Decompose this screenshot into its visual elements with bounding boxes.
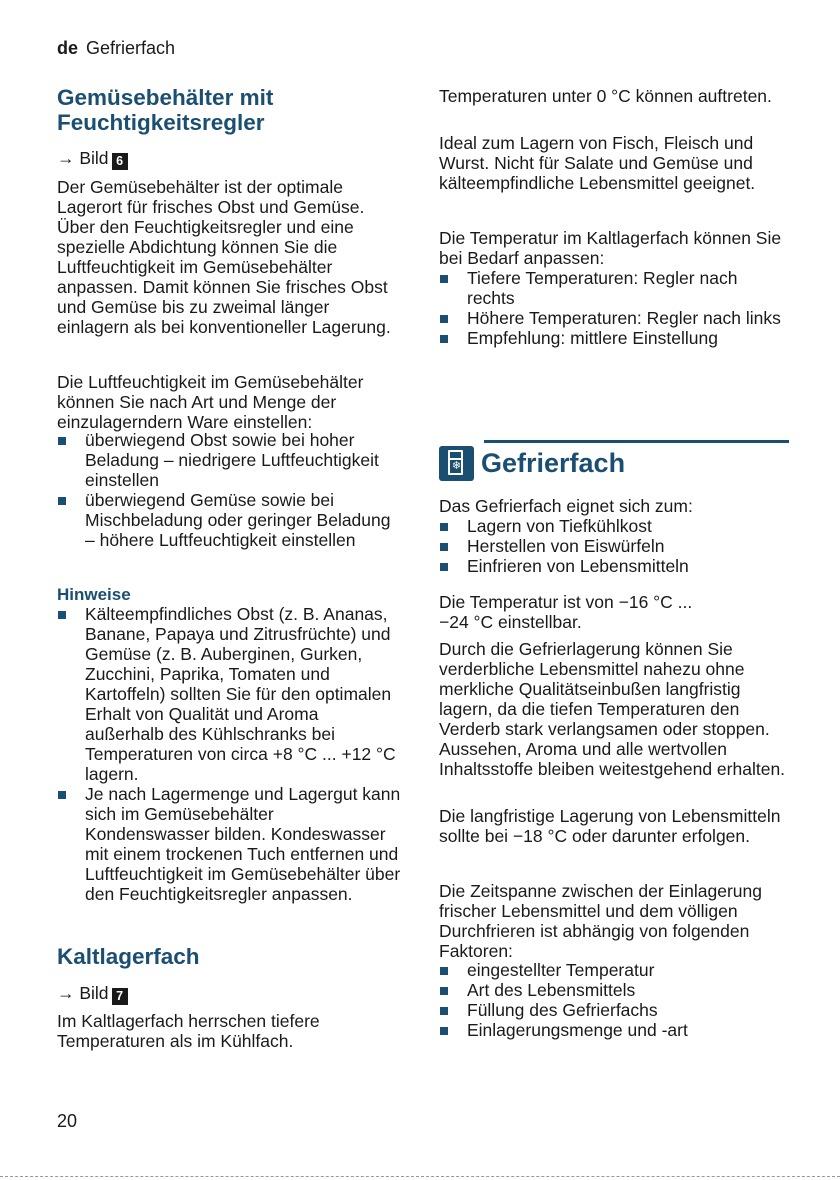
language-code: de bbox=[57, 38, 79, 58]
bullet-square bbox=[440, 563, 448, 571]
list-item: eingestellter Temperatur bbox=[439, 960, 789, 980]
humidity-paragraph: Die Luftfeuchtigkeit im Gemüsebehälter können Sie nach Art und Menge der einzulagerndern Ware einstellen: bbox=[57, 372, 364, 432]
freezer-intro-paragraph: Das Gefrierfach eignet sich zum: bbox=[439, 496, 693, 516]
freezer-compartment-icon: ❄ bbox=[439, 446, 474, 481]
list-item: Lagern von Tiefkühlkost bbox=[439, 516, 789, 536]
vegetable-container-section bbox=[57, 85, 402, 135]
freezer-longterm-paragraph: Die langfristige Lagerung von Lebensmitteln sollte bei −18 °C oder darunter erfolgen. bbox=[439, 806, 781, 846]
list-item: Art des Lebensmittels bbox=[439, 980, 789, 1000]
bullet-square bbox=[440, 523, 448, 531]
page-bottom-divider bbox=[0, 1176, 840, 1177]
page-number: 20 bbox=[57, 1111, 78, 1131]
freezer-temperature-paragraph: Die Temperatur ist von −16 °C ... −24 °C einstellbar. bbox=[439, 592, 693, 632]
header-section-title: Gefrierfach bbox=[86, 38, 176, 58]
cold-storage-usage-paragraph: Ideal zum Lagern von Fisch, Fleisch und Wurst. Nicht für Salate und Gemüse und kälteempfindliche Lebensmittel geeignet. bbox=[439, 133, 756, 193]
bullet-square bbox=[440, 967, 448, 975]
list-item: Kälteempfindliches Obst (z. B. Ananas, Banane, Papaya und Zitrusfrüchte) und Gemüse (z. B. Auberginen, Gurken, Zucchini, Paprika, Tomaten und Kartoffeln) sollten Sie für den optimalen Erhalt von Qualität und Aroma außerhalb des Kühlschranks bei Temperaturen von circa +8 °C ... +12 °C lagern. bbox=[57, 604, 402, 784]
bullet-square bbox=[440, 1027, 448, 1035]
freezer-storage-paragraph: Durch die Gefrierlagerung können Sie verderbliche Lebensmittel nahezu ohne merkliche Qualitätseinbußen langfristig lagern, da die tiefen Temperaturen den Verderb stark verlangsamen oder stoppen. Aussehen, Aroma und alle wertvollen Inhaltsstoffe bleiben weitestgehend erhalten. bbox=[439, 639, 786, 779]
notes-list bbox=[57, 604, 402, 904]
cold-storage-heading: Kaltlagerfach bbox=[57, 944, 200, 969]
cold-storage-adjust-paragraph: Die Temperatur im Kaltlagerfach können Sie bei Bedarf anpassen: bbox=[439, 228, 782, 268]
cold-storage-paragraph: Im Kaltlagerfach herrschen tiefere Temperaturen als im Kühlfach. bbox=[57, 1011, 320, 1051]
figure-number-badge: 7 bbox=[112, 988, 128, 1005]
vegetable-intro-paragraph: Der Gemüsebehälter ist der optimale Lagerort für frisches Obst und Gemüse. Über den Feuchtigkeitsregler und eine spezielle Abdichtung können Sie die Luftfeuchtigkeit im Gemüsebehälter anpassen. Damit können Sie frisches Obst und Gemüse bis zu zweimal länger einlagern als bei konventioneller Lagerung. bbox=[57, 177, 391, 337]
bullet-square bbox=[58, 497, 66, 505]
cold-storage-continued-paragraph: Temperaturen unter 0 °C können auftreten. bbox=[439, 86, 772, 106]
freezing-time-paragraph: Die Zeitspanne zwischen der Einlagerung frischer Lebensmittel und dem völligen Durchfrieren ist abhängig von folgenden Faktoren: bbox=[439, 881, 762, 961]
list-item: Tiefere Temperaturen: Regler nach rechts bbox=[439, 268, 789, 308]
bullet-square bbox=[440, 1007, 448, 1015]
list-item: Empfehlung: mittlere Einstellung bbox=[439, 328, 789, 348]
section-rule bbox=[484, 440, 789, 443]
bullet-square bbox=[440, 315, 448, 323]
running-header bbox=[57, 38, 175, 59]
bullet-square bbox=[440, 335, 448, 343]
cold-storage-settings-list bbox=[439, 268, 789, 348]
freezer-section-title bbox=[439, 440, 789, 482]
list-item: Einfrieren von Lebensmitteln bbox=[439, 556, 789, 576]
figure-ref-label: → Bild bbox=[57, 983, 109, 1003]
bullet-square bbox=[58, 611, 66, 619]
list-item: Je nach Lagermenge und Lagergut kann sich im Gemüsebehälter Kondenswasser bilden. Kondeswasser mit einem trockenen Tuch entfernen und Luftfeuchtigkeit im Gemüsebehälter über den Feuchtigkeitsregler anpassen. bbox=[57, 784, 402, 904]
vegetable-container-heading: Gemüsebehälter mit Feuchtigkeitsregler bbox=[57, 85, 274, 135]
list-item: Einlagerungsmenge und -art bbox=[439, 1020, 789, 1040]
freezing-factors-list bbox=[439, 960, 789, 1040]
list-item: Höhere Temperaturen: Regler nach links bbox=[439, 308, 789, 328]
humidity-list bbox=[57, 430, 402, 550]
bullet-square bbox=[58, 791, 66, 799]
figure-ref-label: → Bild bbox=[57, 148, 109, 168]
bullet-square bbox=[440, 987, 448, 995]
bullet-square bbox=[440, 543, 448, 551]
bullet-square bbox=[58, 437, 66, 445]
list-item: Herstellen von Eiswürfeln bbox=[439, 536, 789, 556]
list-item: überwiegend Obst sowie bei hoher Beladung – niedrigere Luftfeuchtigkeit einstellen bbox=[57, 430, 402, 490]
list-item: überwiegend Gemüse sowie bei Mischbeladung oder geringer Beladung – höhere Luftfeuchtigkeit einstellen bbox=[57, 490, 402, 550]
figure-number-badge: 6 bbox=[112, 153, 128, 170]
bullet-square bbox=[440, 275, 448, 283]
freezer-uses-list bbox=[439, 516, 789, 576]
figure-reference bbox=[57, 148, 402, 170]
list-item: Füllung des Gefrierfachs bbox=[439, 1000, 789, 1020]
notes-heading: Hinweise bbox=[57, 585, 131, 604]
figure-reference bbox=[57, 983, 402, 1005]
freezer-heading: Gefrierfach bbox=[481, 448, 626, 478]
